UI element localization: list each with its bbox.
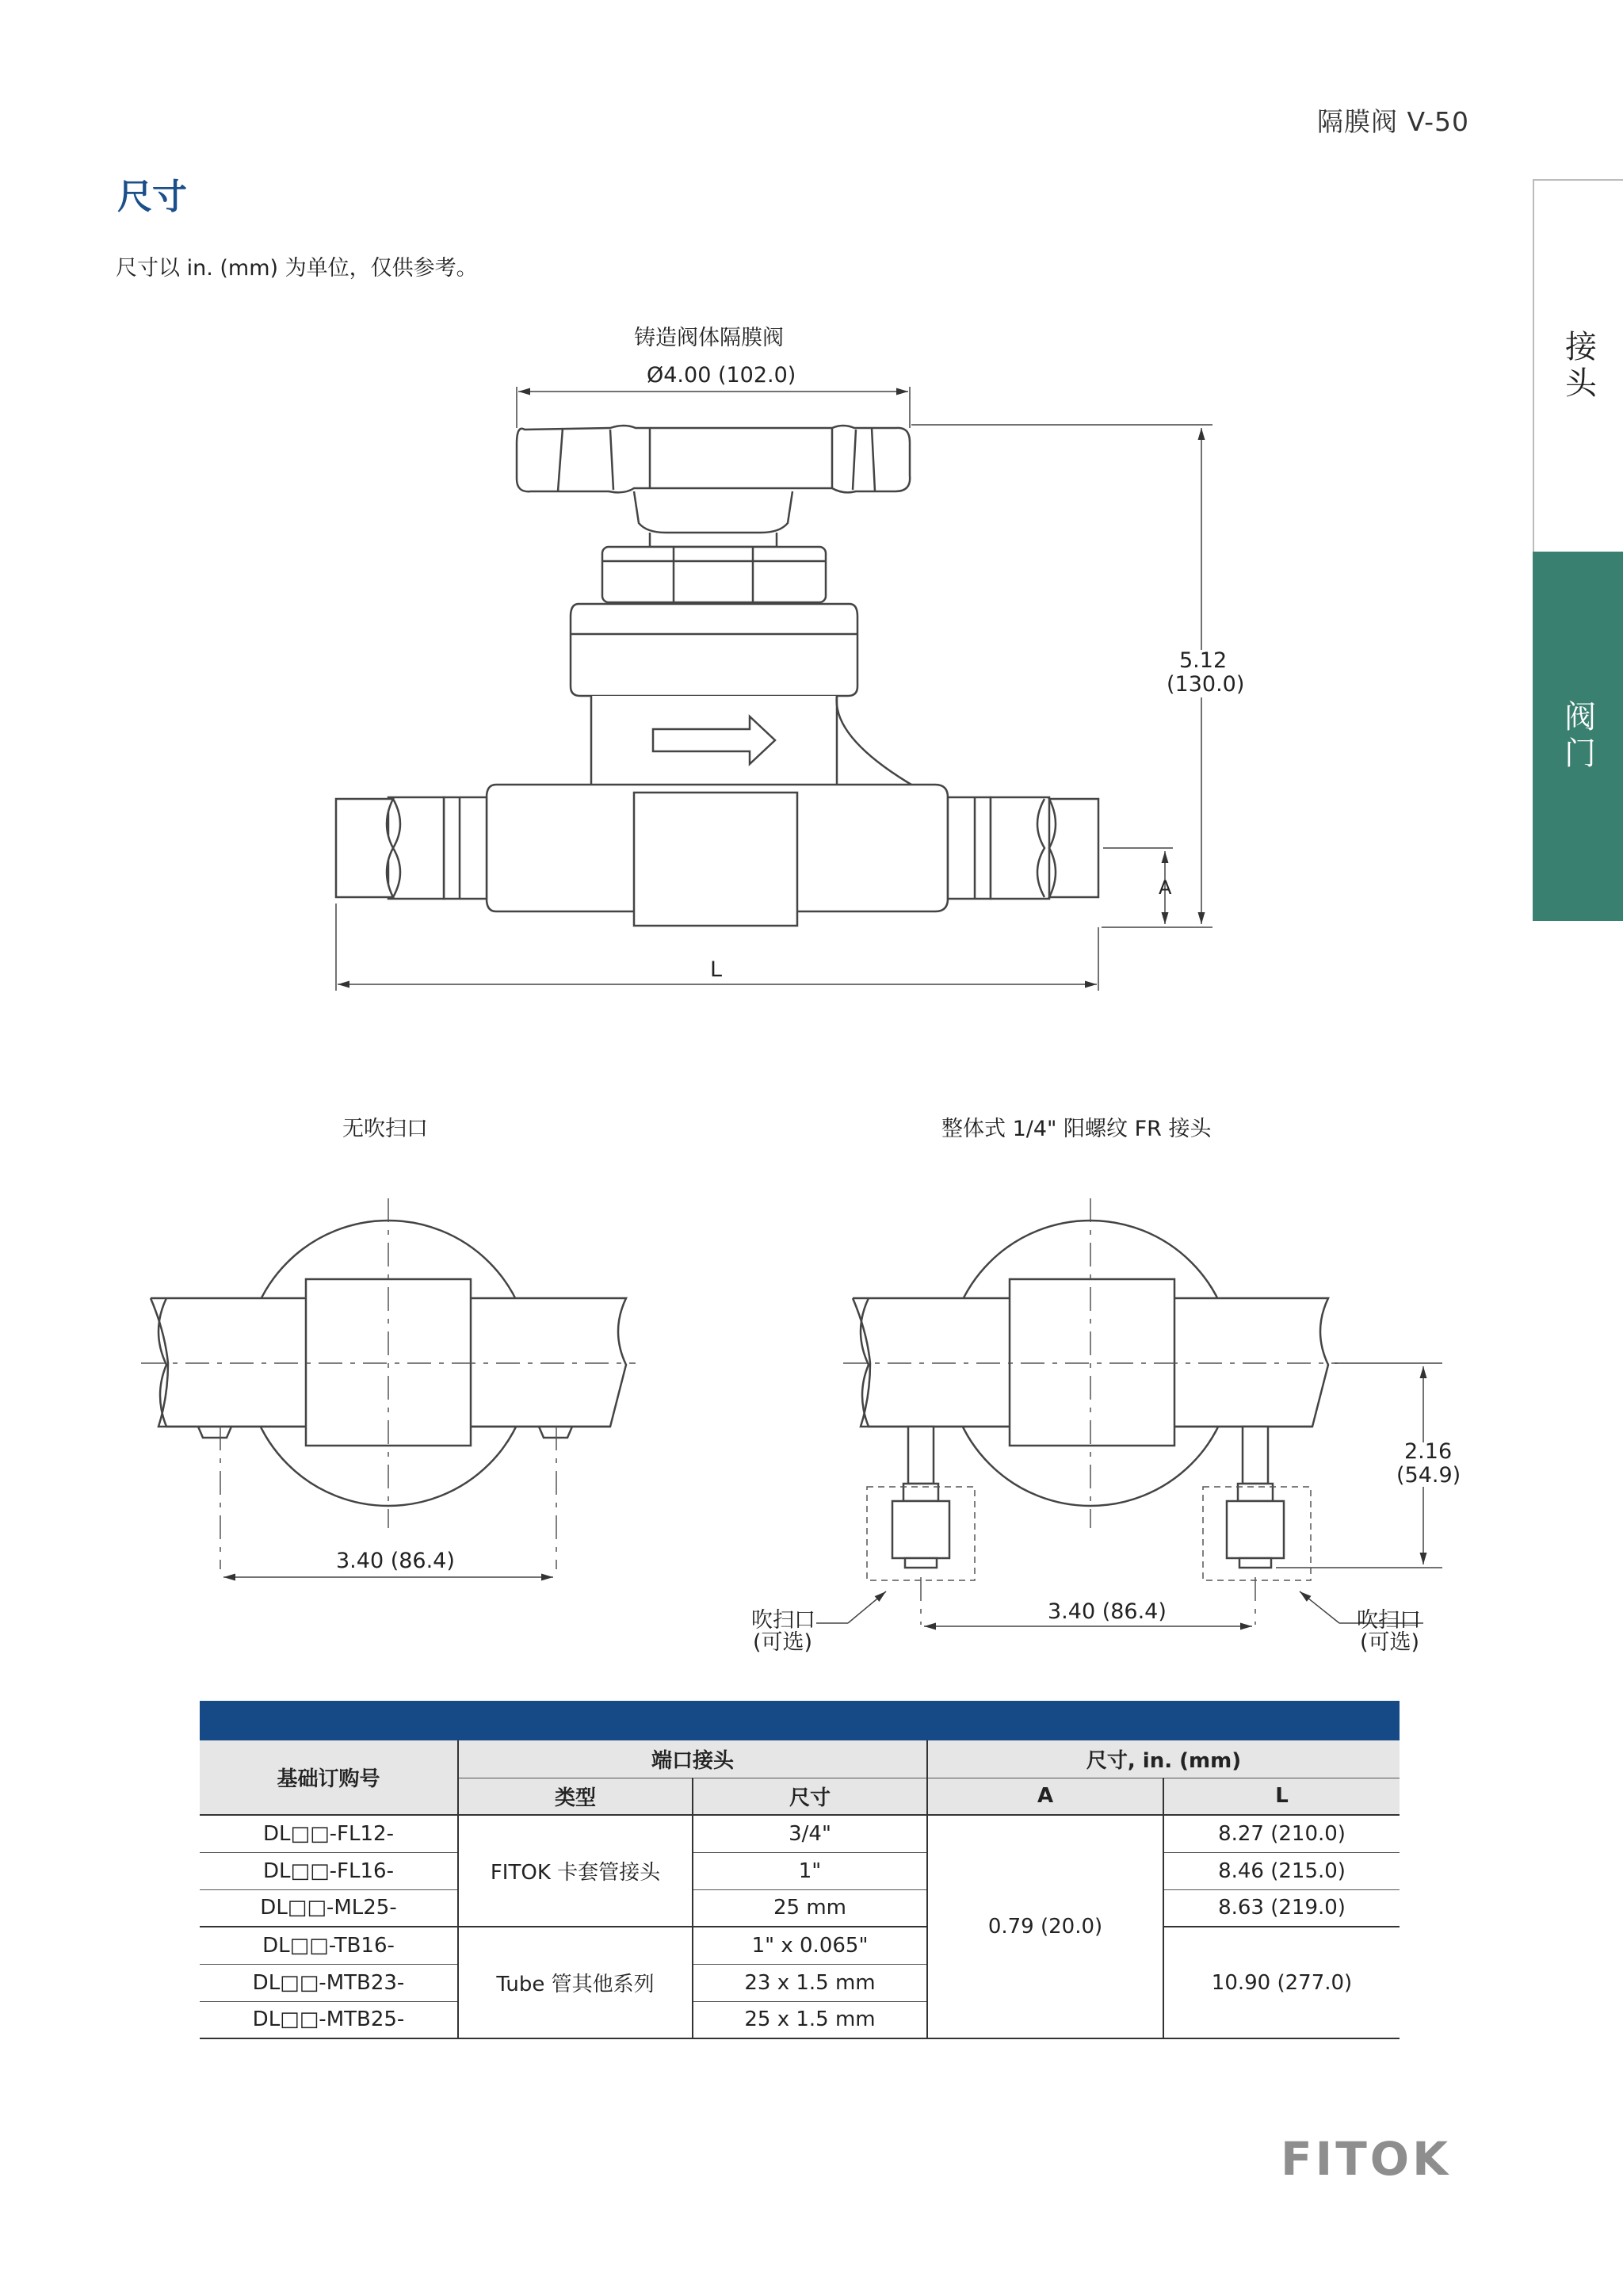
l-value-cell: 8.46 (215.0)	[1163, 1852, 1400, 1889]
size-cell: 3/4"	[693, 1815, 927, 1852]
header-port: 端口接头	[458, 1740, 927, 1778]
order-no-cell: DL□□-MTB23-	[200, 1964, 458, 2001]
purge-optional-label-right: (可选)	[1360, 1630, 1420, 1655]
valve-side-view	[336, 426, 1098, 926]
header-order-no: 基础订购号	[200, 1740, 458, 1815]
header-a: A	[927, 1778, 1163, 1815]
fitok-logo: FITOK	[1281, 2132, 1452, 2186]
table-row	[200, 1889, 1400, 1927]
type-cell: Tube 管其他系列	[458, 1927, 693, 2038]
size-cell: 1" x 0.065"	[693, 1927, 927, 1964]
a-value-cell: 0.79 (20.0)	[927, 1815, 1163, 2038]
dimension-l-label: L	[710, 957, 723, 982]
diameter-dimension: Ø4.00 (102.0)	[647, 363, 796, 388]
order-no-cell: DL□□-ML25-	[200, 1889, 458, 1927]
size-cell: 25 x 1.5 mm	[693, 2001, 927, 2038]
purge-port-label-left: 吹扫口	[751, 1608, 815, 1633]
dimension-a-label: A	[1159, 877, 1172, 899]
side-tab-fittings-label: 接头	[1560, 330, 1597, 403]
l-value-cell: 8.63 (219.0)	[1163, 1889, 1400, 1927]
header-type: 类型	[458, 1778, 693, 1815]
l-value-cell: 10.90 (277.0)	[1163, 1927, 1400, 2038]
order-no-cell: DL□□-MTB25-	[200, 2001, 458, 2038]
section-title: 尺寸	[117, 177, 187, 217]
section-intro: 尺寸以 in. (mm) 为单位，仅供参考。	[116, 256, 478, 281]
right-width-dimension: 3.40 (86.4)	[1048, 1599, 1167, 1624]
main-diagram-title: 铸造阀体隔膜阀	[634, 326, 784, 350]
type-cell: FITOK 卡套管接头	[458, 1815, 693, 1927]
order-no-cell: DL□□-FL16-	[200, 1852, 458, 1889]
header-size: 尺寸	[693, 1778, 927, 1815]
side-tab-valves-label: 阀门	[1559, 700, 1596, 773]
left-diagram-title: 无吹扫口	[342, 1117, 428, 1141]
right-diagram-title: 整体式 1/4" 阳螺纹 FR 接头	[941, 1117, 1212, 1141]
size-cell: 23 x 1.5 mm	[693, 1964, 927, 2001]
height-dimension-in: 5.12	[1179, 648, 1228, 673]
table-row	[200, 1815, 1400, 1852]
height-dimension-mm: (130.0)	[1167, 672, 1245, 697]
right-height-dimension-mm: (54.9)	[1396, 1463, 1461, 1488]
purge-optional-label-left: (可选)	[753, 1630, 813, 1655]
dimension-table	[200, 1701, 1400, 2039]
header-l: L	[1163, 1778, 1400, 1815]
page-header-title: 隔膜阀 V-50	[1316, 106, 1469, 137]
header-dims: 尺寸, in. (mm)	[927, 1740, 1400, 1778]
purge-port-label-right: 吹扫口	[1357, 1608, 1421, 1633]
order-no-cell: DL□□-TB16-	[200, 1927, 458, 1964]
left-width-dimension: 3.40 (86.4)	[336, 1549, 455, 1573]
table-row	[200, 1852, 1400, 1889]
table-header-band	[200, 1701, 1400, 1740]
l-value-cell: 8.27 (210.0)	[1163, 1815, 1400, 1852]
right-height-dimension-in: 2.16	[1404, 1439, 1453, 1464]
table-row	[200, 1927, 1400, 1964]
order-no-cell: DL□□-FL12-	[200, 1815, 458, 1852]
size-cell: 1"	[693, 1852, 927, 1889]
size-cell: 25 mm	[693, 1889, 927, 1927]
